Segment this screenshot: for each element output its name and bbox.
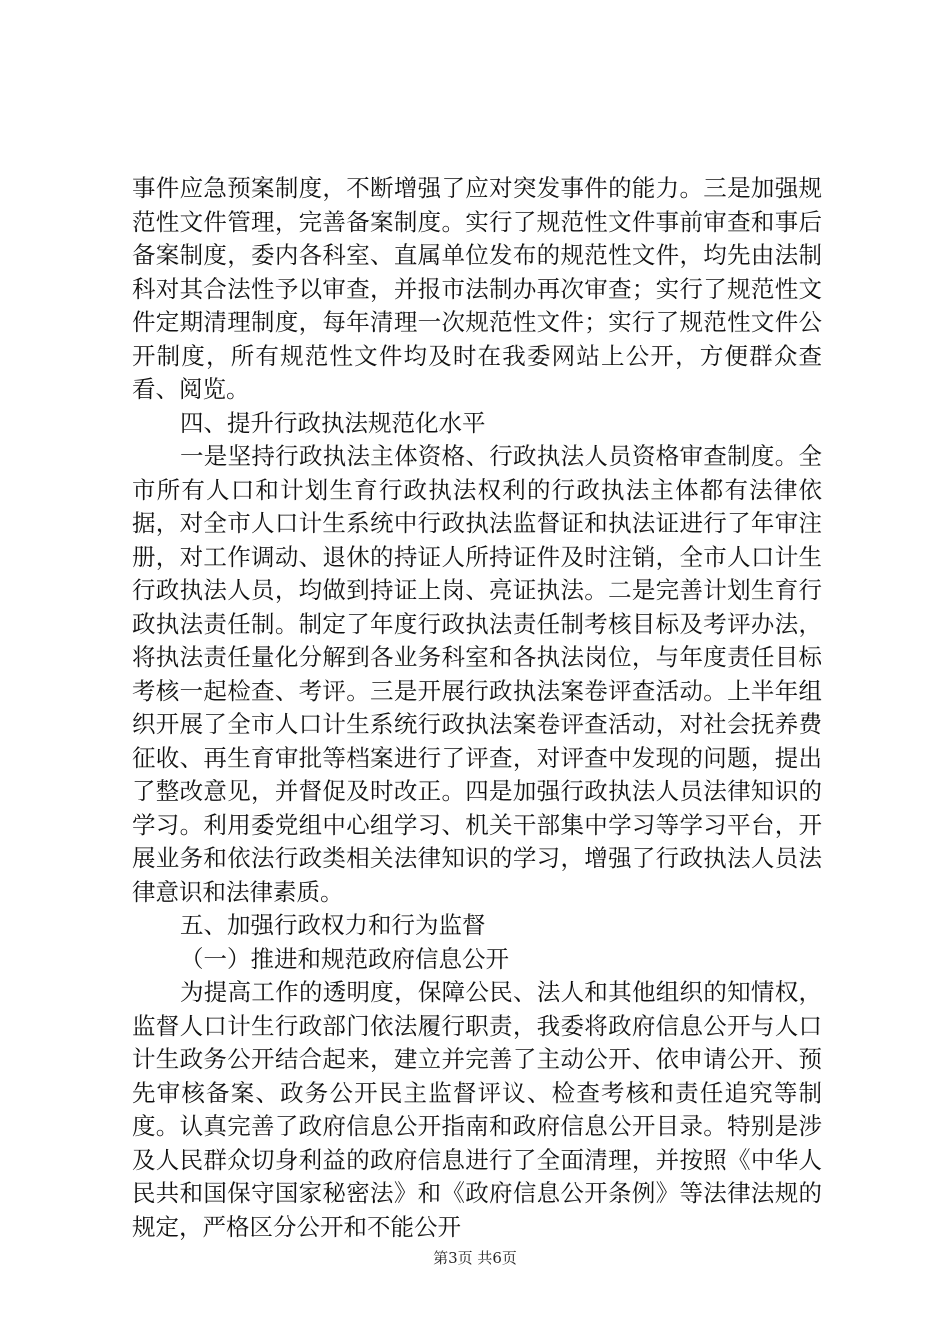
document-body [132,172,822,1244]
section-heading-4: 四、提升行政执法规范化水平 [180,408,486,437]
section-heading-5: 五、加强行政权力和行为监督 [180,911,486,939]
page-footer: 第3页 共6页 [433,1249,517,1267]
paragraph-info-disclosure: 为提高工作的透明度，保障公民、法人和其他组织的知情权，监督人口计生行政部门依法履行职责，我委将政府信息公开与人口计生政务公开结合起来，建立并完善了主动公开、依申请公开、预先审核备案、政务公开民主监督评议、检查考核和责任追究等制度。认真完善了政府信息公开指南和政府信息公开目录。特别是涉及人民群众切身利益的政府信息进行了全面清理，并按照《中华人民共和国保守国家秘密法》和《政府信息公开条例》等法律法规的规定，严格区分公开和不能公开 [132,978,822,1241]
paragraph-continuation: 事件应急预案制度，不断增强了应对突发事件的能力。三是加强规范性文件管理，完善备案制度。实行了规范性文件事前审查和事后备案制度，委内各科室、直属单位发布的规范性文件，均先由法制科对其合法性予以审查，并报市法制办再次审查；实行了规范性文件定期清理制度，每年清理一次规范性文件；实行了规范性文件公开制度，所有规范性文件均及时在我委网站上公开，方便群众查看、阅览。 [132,174,822,403]
paragraph-law-enforcement: 一是坚持行政执法主体资格、行政执法人员资格审查制度。全市所有人口和计划生育行政执法权利的行政执法主体都有法律依据，对全市人口计生系统中行政执法监督证和执法证进行了年审注册，对工作调动、退休的持证人所持证件及时注销，全市人口计生行政执法人员，均做到持证上岗、亮证执法。二是完善计划生育行政执法责任制。制定了年度行政执法责任制考核目标及考评办法，将执法责任量化分解到各业务科室和各执法岗位，与年度责任目标考核一起检查、考评。三是开展行政执法案卷评查活动。上半年组织开展了全市人口计生系统行政执法案卷评查活动，对社会抚养费征收、再生育审批等档案进行了评查，对评查中发现的问题，提出了整改意见，并督促及时改正。四是加强行政执法人员法律知识的学习。利用委党组中心组学习、机关干部集中学习等学习平台，开展业务和依法行政类相关法律知识的学习，增强了行政执法人员法律意识和法律素质。 [132,442,822,906]
subsection-heading-1: （一）推进和规范政府信息公开 [180,944,509,973]
